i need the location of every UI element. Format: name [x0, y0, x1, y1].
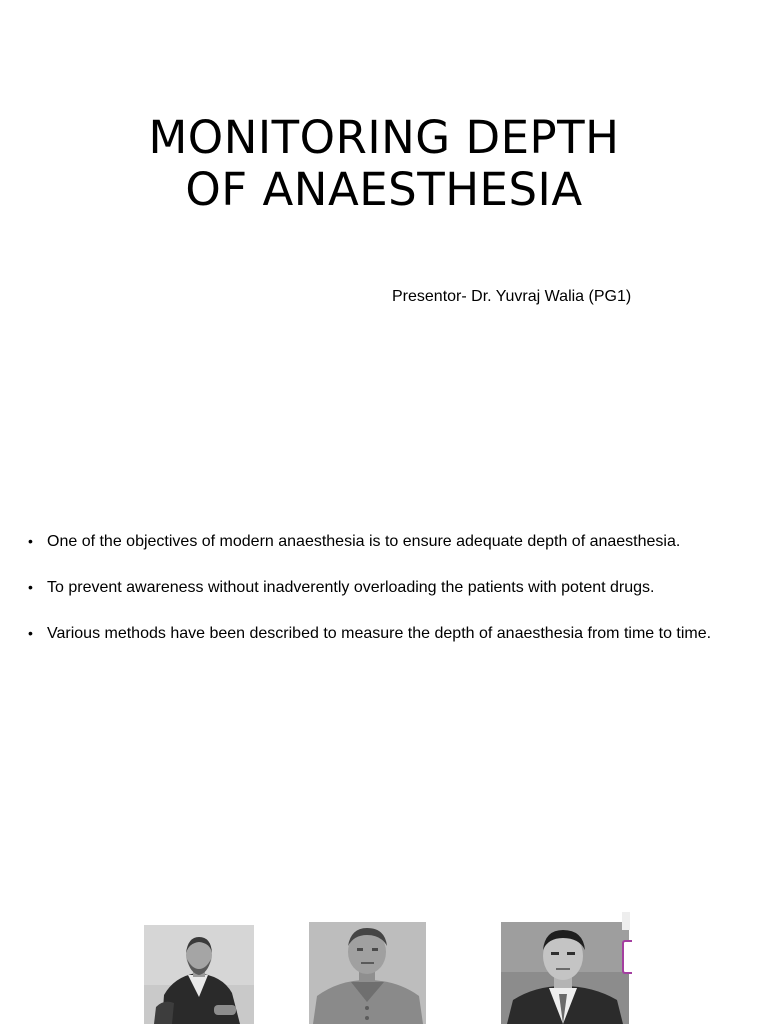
- bullet-item: [28, 530, 753, 553]
- bullet-item: [28, 622, 753, 645]
- bullet-text: Various methods have been described to measure the depth of anaesthesia from time to time.: [47, 625, 712, 642]
- slide-title-line-1: MONITORING DEPTH: [148, 111, 620, 164]
- bullet-item: [28, 576, 753, 599]
- presenter-credit: Presentor- Dr. Yuvraj Walia (PG1): [392, 288, 632, 305]
- portrait-photo-uniformed-man: [309, 922, 426, 1024]
- portrait-photo-seated-man: [144, 925, 254, 1024]
- slide-title: [0, 112, 768, 216]
- bullet-text: One of the objectives of modern anaesthesia is to ensure adequate depth of anaesthesia.: [47, 533, 681, 550]
- bullet-dot: •: [28, 625, 33, 641]
- partial-image-fragment: [622, 912, 630, 930]
- bullet-text: To prevent awareness without inadverently overloading the patients with potent drugs.: [47, 579, 655, 596]
- slide-title-line-2: OF ANAESTHESIA: [185, 163, 583, 216]
- bullet-dot: •: [28, 579, 33, 595]
- partial-callout-fragment: [622, 940, 632, 974]
- bullet-dot: •: [28, 533, 33, 549]
- portrait-photo-suited-man: [501, 922, 629, 1024]
- bullet-list: [28, 530, 753, 668]
